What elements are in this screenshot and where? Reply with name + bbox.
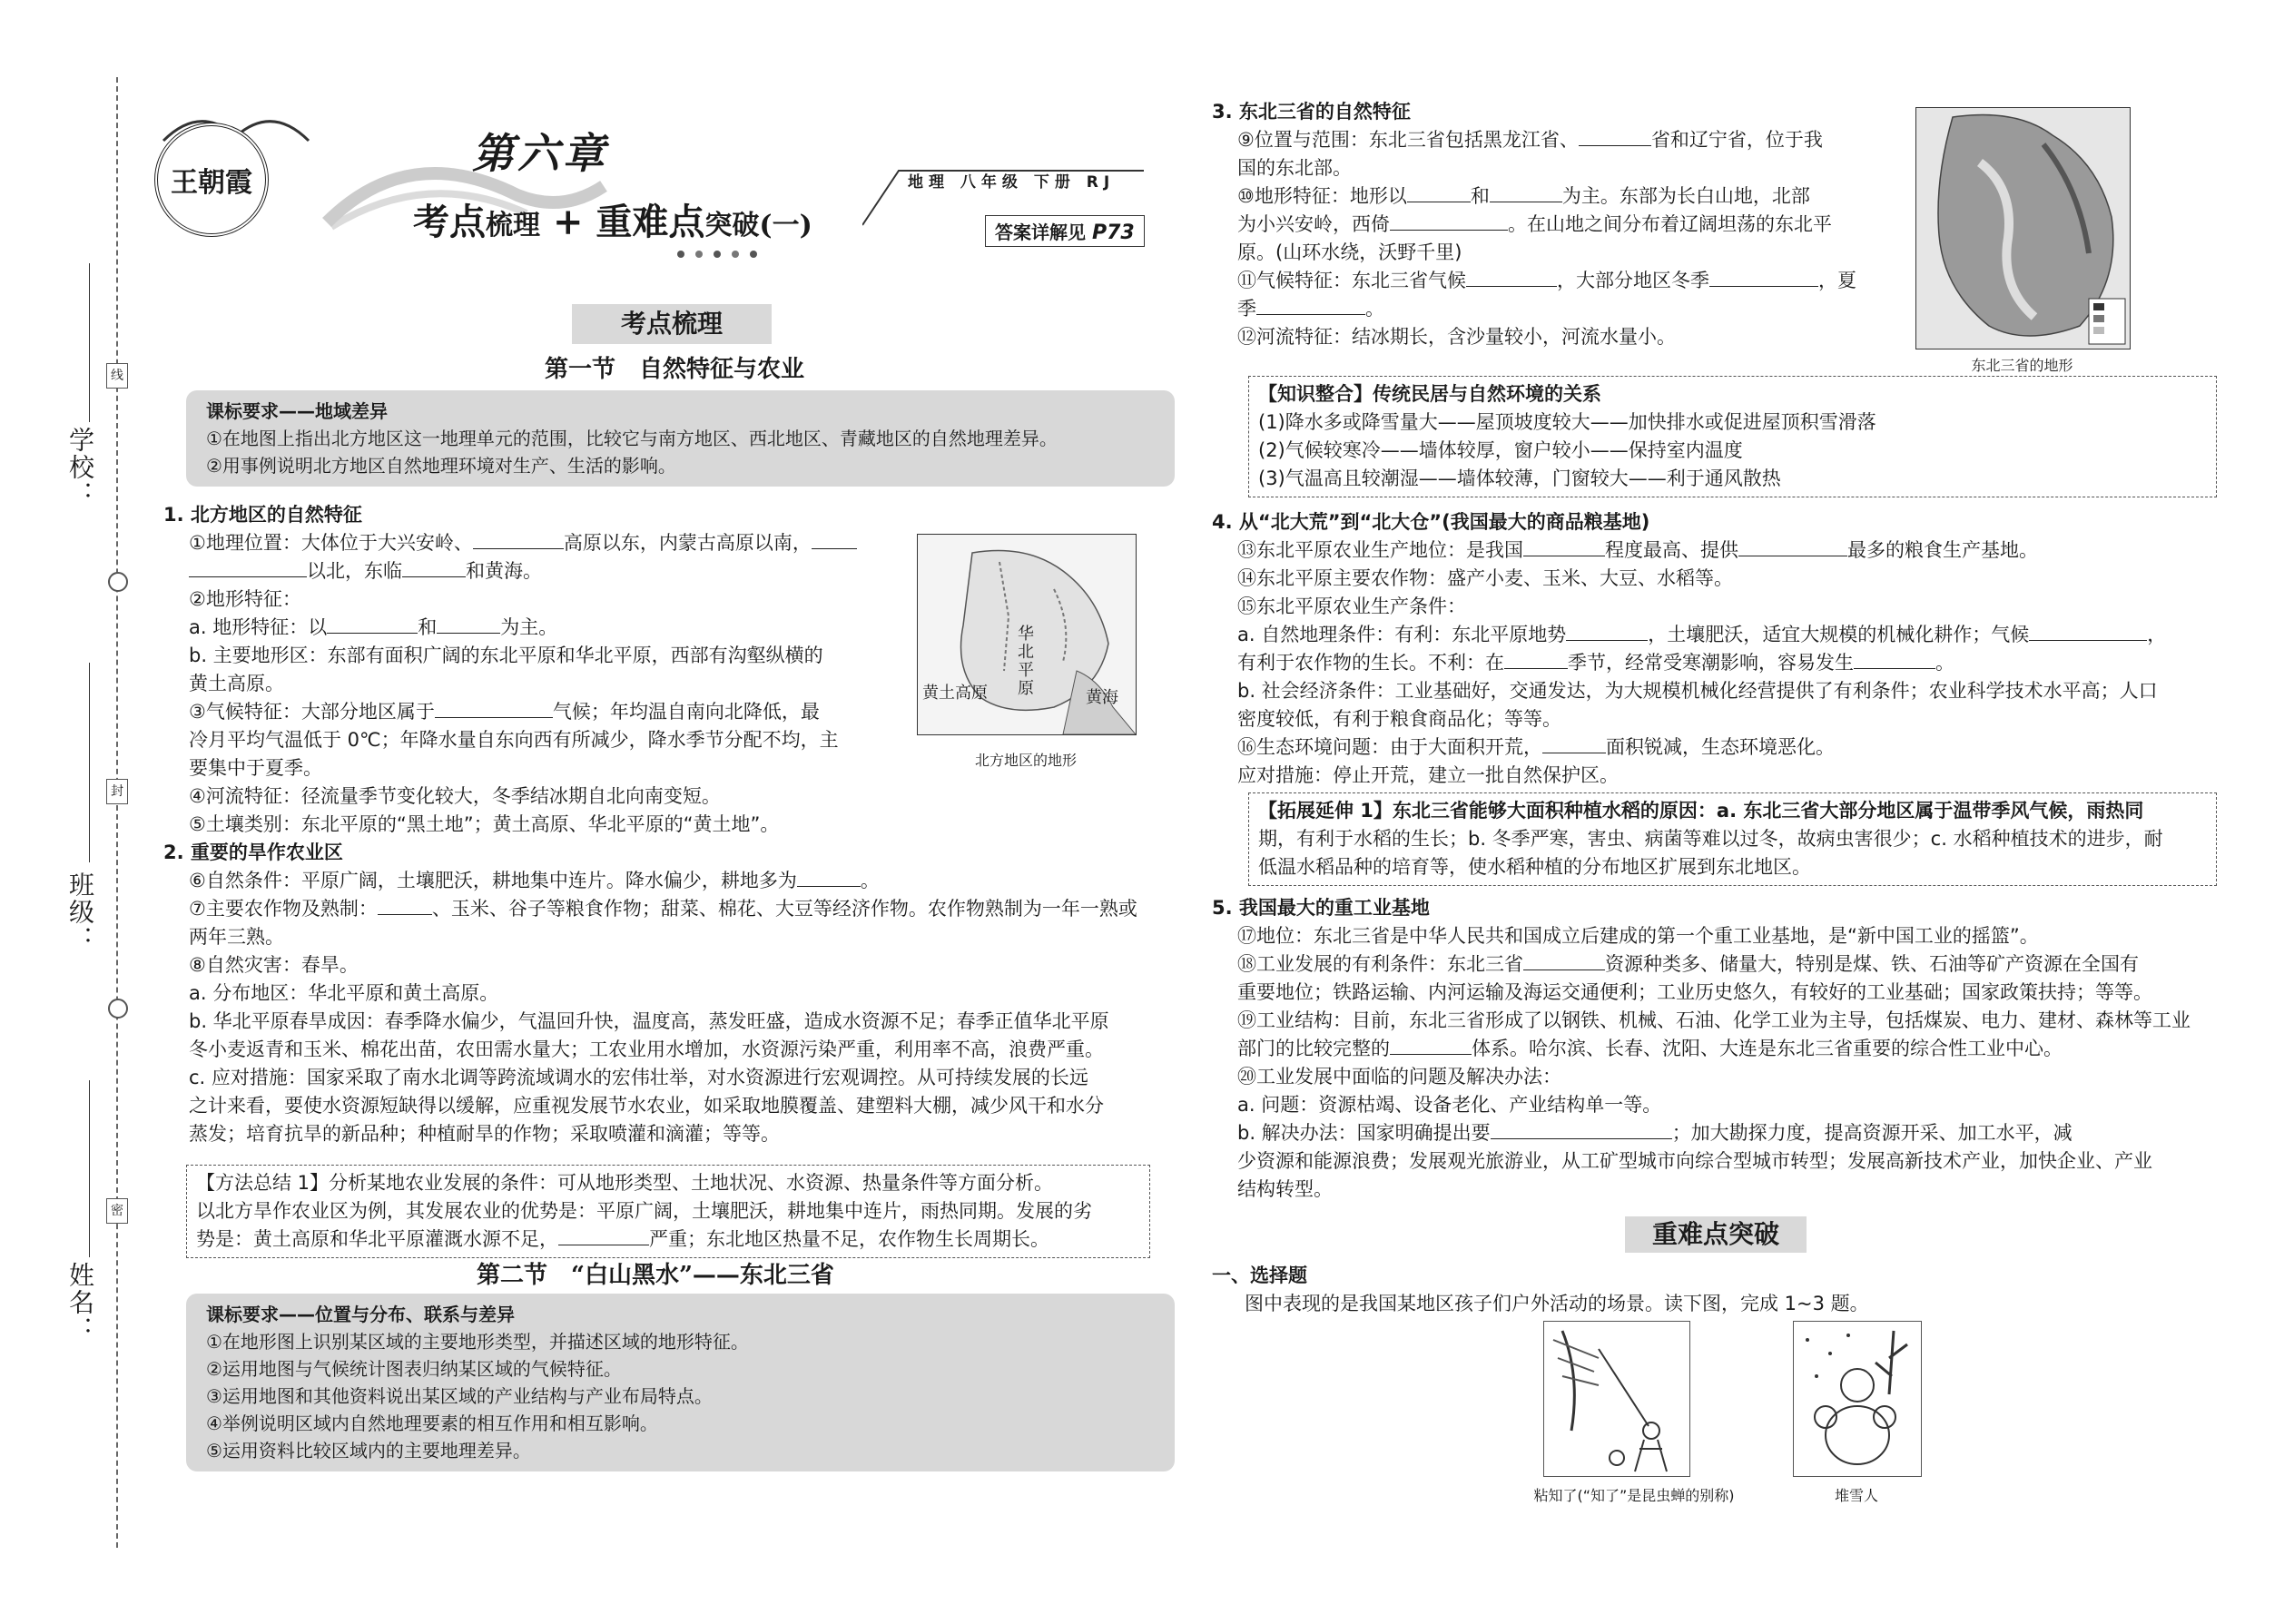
school-label: 学校： <box>65 427 95 508</box>
school-field[interactable] <box>89 263 90 422</box>
seal-mark-seal: 封 <box>106 779 128 804</box>
map-label: 黄海 <box>1086 688 1118 707</box>
seal-mark-line: 线 <box>106 363 128 389</box>
class-label: 班级： <box>65 871 95 953</box>
chapter-title: 第六章 <box>472 129 608 178</box>
northeast-terrain-map <box>1915 107 2131 349</box>
map-caption: 东北三省的地形 <box>1971 357 2073 374</box>
name-label: 姓名： <box>65 1262 95 1343</box>
class-field[interactable] <box>89 663 90 862</box>
section-heading-review: 考点梳理 <box>572 304 772 344</box>
binding-hole <box>108 999 128 1019</box>
snowman-illustration <box>1793 1321 1922 1477</box>
binding-hole <box>108 572 128 592</box>
section-title-2: 第二节 “白山黑水”——东北三省 <box>477 1262 834 1289</box>
topic-1-northern-features: 1. 北方地区的自然特征 ①地理位置：大体位于大兴安岭、 高原以东，内蒙古高原以南， 以北，东临 和黄海。 ②地形特征： a. 地形特征：以 和 为主。 b. 主要地形区：东部有面积广阔的东北平原和华北平原，西部有沟壑纵横的 黄土高原。 ③气候特征：大部分地区属于 气候；年均温自南向北降低，最 冷月平均气温低于 0℃；年降水量自东向西有所减少，降水季节分配不均，主 要集中于夏季。 ④河流特征：径流量季节变化较大，冬季结冰期自北向南变短。 ⑤土壤类别：东北平原的“黑土地”；黄土高原、华北平原的“黄土地”。 2. 重要的旱作农业区 ⑥自然条件：平原广阔，土壤肥沃，耕地集中连片。降水偏少，耕地多为 。 ⑦主要农作物及熟制： 、玉米、谷子等粮食作物；甜菜、棉花、大豆等经济作物。农作物熟制为一年一熟或 两年三熟。 ⑧自然灾害：春旱。 a. 分布地区：华北平原和黄土高原。 b. 华北平原春旱成因：春季降水偏少，气温回升快，温度高，蒸发旺盛，造成水资源不足；春季正值华北平原 冬小麦返青和玉米、棉花出苗，农田需水量大；工农业用水增加，水资源污染严重，利用率不高，浪费严重。 c. 应对措施：国家采取了南水北调等跨流域调水的宏伟壮举，对水资源进行宏观调控。从可持续发展的长远 之计来看，要使水资源短缺得以缓解，应重视发展节水农业，如采取地膜覆盖、建塑料大棚，减少风干和水分 蒸发；培育抗旱的新品种；种植耐旱的作物；采取喷灌和滴灌；等等。 <box>163 504 1137 1145</box>
picture-caption: 粘知了(“知了”是昆虫蝉的别称) <box>1533 1487 1735 1504</box>
topic-4-commodity-grain-base: 4. 从“北大荒”到“北大仓”(我国最大的商品粮基地) ⑬东北平原农业生产地位：是我国 程度最高、提供 最多的粮食生产基地。 ⑭东北平原主要农作物：盛产小麦、玉米、大豆、水稻等。 ⑮东北平原农业生产条件： a. 自然地理条件：有利：东北平原地势 ，土壤肥沃，适宜大规模的机械化耕作；气候 ， 有利于农作物的生长。不利：在 季节，经常受寒潮影响，容易发生 。 b. 社会经济条件：工业基础好，交通发达，为大规模机械化经营提供了有利条件；农业科学技术水平高；人口 密度较低，有利于粮食商品化；等等。 ⑯生态环境问题：由于大面积开荒， 面积锐减，生态环境恶化。 应对措施：停止开荒，建立一批自然保护区。 <box>1212 511 2167 786</box>
answer-reference: 答案详解见 P73 <box>985 215 1145 247</box>
map-label: 华北平原 <box>1018 625 1034 698</box>
cicada-catching-illustration <box>1543 1321 1690 1477</box>
grade-info: 地理 八年级 下册 RJ <box>908 173 1116 192</box>
title-dots-decoration <box>672 245 781 263</box>
name-field[interactable] <box>89 1080 90 1257</box>
map-label: 黄土高原 <box>922 684 988 703</box>
extension-box: 【拓展延伸 1】东北三省能够大面积种植水稻的原因：a. 东北三省大部分地区属于温带季风气候，雨热同 期，有利于水稻的生长；b. 冬季严寒，害虫、病菌等难以过冬，故病虫害很少；c. 水稻种植技术的进步，耐 低温水稻品种的培育等，使水稻种植的分布地区扩展到东北地区。 <box>1248 792 2217 886</box>
method-summary-box: 【方法总结 1】分析某地农业发展的条件：可从地形类型、土地状况、水资源、热量条件等方面分析。 以北方旱作农业区为例，其发展农业的优势是：平原广阔，土壤肥沃，耕地集中连片，雨热同期。发展的劣 势是：黄土高原和华北平原灌溉水源不足， 严重；东北地区热量不足，农作物生长周期长。 <box>186 1165 1150 1258</box>
seal-mark-close: 密 <box>106 1198 128 1224</box>
northern-region-terrain-map <box>917 534 1137 735</box>
section-heading-difficult: 重难点突破 <box>1625 1216 1807 1253</box>
page-title: 考点梳理 + 重难点突破(一) <box>413 201 812 243</box>
map-caption: 北方地区的地形 <box>974 752 1077 769</box>
publisher-logo: 王朝霞 <box>154 123 269 237</box>
topic-5-heavy-industry-base: 5. 我国最大的重工业基地 ⑰地位：东北三省是中华人民共和国成立后建成的第一个重工业基地，是“新中国工业的摇篮”。 ⑱工业发展的有利条件：东北三省 资源种类多、储量大，特别是煤、铁、石油等矿产资源在全国有 重要地位；铁路运输、内河运输及海运交通便利；工业历史悠久，有较好的工业基础；国家政策扶持；等等。 ⑲工业结构：目前，东北三省形成了以钢铁、机械、石油、化学工业为主导，包括煤炭、电力、建材、森林等工业 部门的比较完整的 体系。哈尔滨、长春、沈阳、大连是东北三省重要的综合性工业中心。 ⑳工业发展中面临的问题及解决办法： a. 问题：资源枯竭、设备老化、产业结构单一等。 b. 解决办法：国家明确提出要 ；加大勘探力度，提高资源开采、加工水平，减 少资源和能源浪费；发展观光旅游业，从工矿型城市向综合型城市转型；发展高新技术产业，加快企业、产业 结构转型。 <box>1212 897 2191 1200</box>
topic-3-northeast-features: 3. 东北三省的自然特征 ⑨位置与范围：东北三省包括黑龙江省、 省和辽宁省，位于我 国的东北部。 ⑩地形特征：地形以 和 为主。东部为长白山地，北部 为小兴安岭，西倚 。在山地之间分布着辽阔坦荡的东北平 原。(山环水绕，沃野千里) ⑪气候特征：东北三省气候 ，大部分地区冬季 ，夏 季 。 ⑫河流特征：结冰期长，含沙量较小，河流水量小。 <box>1212 101 1856 348</box>
knowledge-integration-box: 【知识整合】传统民居与自然环境的关系 (1)降水多或降雪量大——屋顶坡度较大——加快排水或促进屋顶积雪滑落 (2)气候较寒冷——墙体较厚，窗户较小——保持室内温度 (3)气温高且较潮湿——墙体较薄，门窗较大——利于通风散热 <box>1248 376 2217 497</box>
picture-caption: 堆雪人 <box>1834 1487 1878 1504</box>
binding-dashed-line <box>116 77 118 1548</box>
question-section: 一、选择题 图中表现的是我国某地区孩子们户外活动的场景。读下图，完成 1~3 题。 <box>1212 1265 1869 1314</box>
section-title-1: 第一节 自然特征与农业 <box>545 356 805 383</box>
curriculum-requirements-2: 课标要求——位置与分布、联系与差异 ①在地形图上识别某区域的主要地形类型，并描述区域的地形特征。 ②运用地图与气候统计图表归纳某区域的气候特征。 ③运用地图和其他资料说出某区域的产业结构与产业布局特点。 ④举例说明区域内自然地理要素的相互作用和相互影响。 ⑤运用资料比较区域内的主要地理差异。 <box>186 1294 1175 1471</box>
curriculum-requirements-1: 课标要求——地域差异 ①在地图上指出北方地区这一地理单元的范围，比较它与南方地区、西北地区、青藏地区的自然地理差异。 ②用事例说明北方地区自然地理环境对生产、生活的影响。 <box>186 390 1175 487</box>
